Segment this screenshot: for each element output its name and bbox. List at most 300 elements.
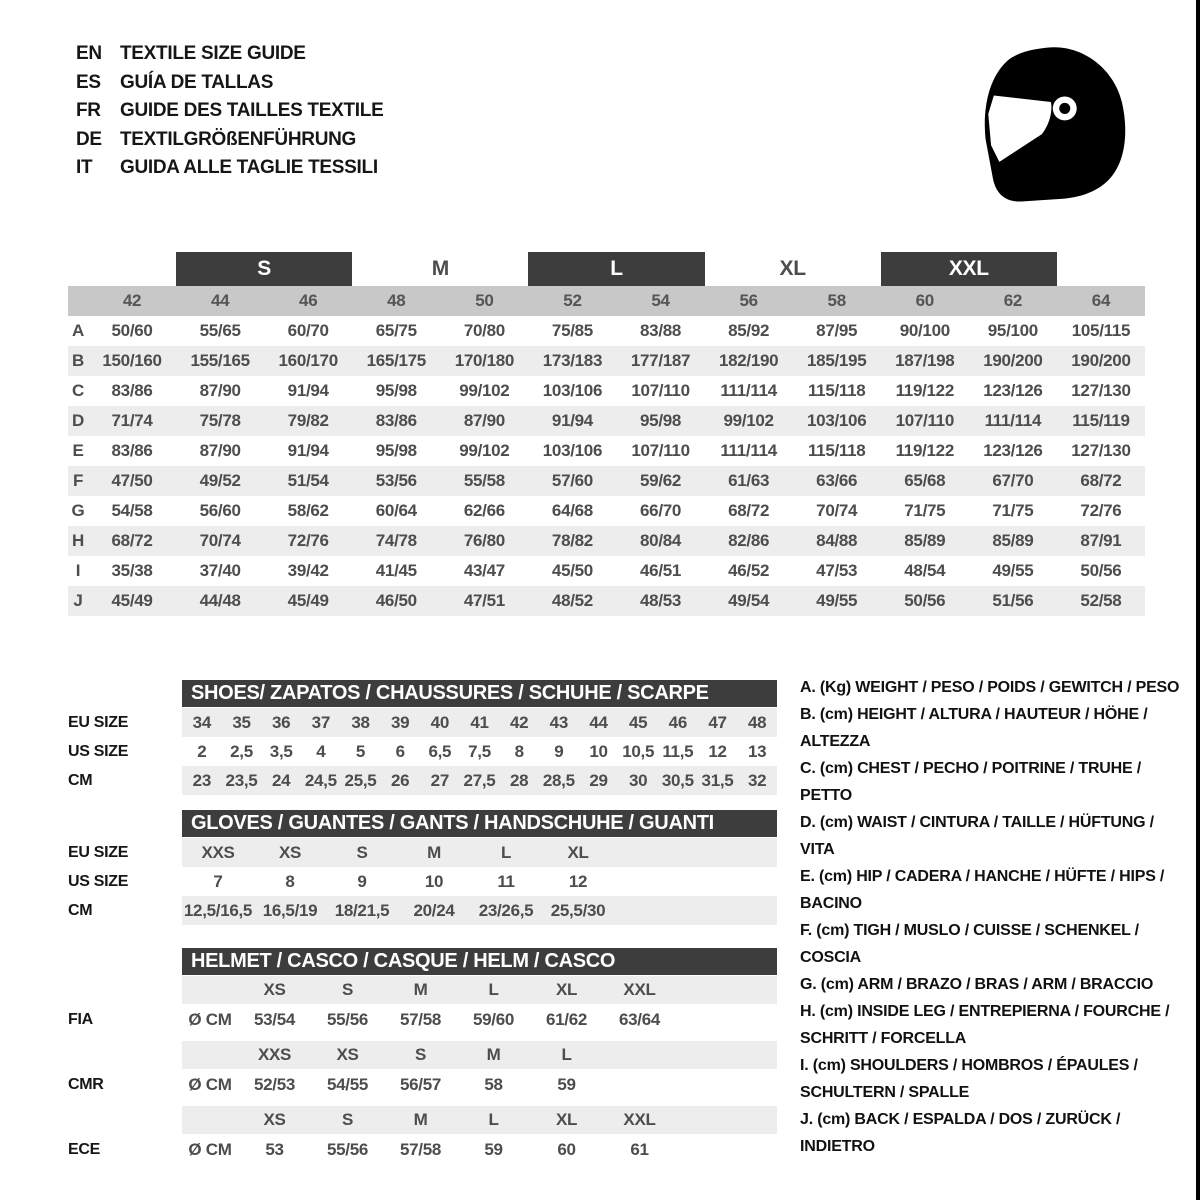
measure-value: 119/122 [895, 441, 954, 460]
measure-value: 177/187 [630, 351, 691, 370]
legend-item: B. (cm) HEIGHT / ALTURA / HAUTEUR / HÖHE / ALTEZZA [800, 706, 1148, 750]
measure-value: 83/86 [111, 441, 153, 460]
measure-value: 49/52 [199, 471, 241, 490]
measure-value: 41/45 [375, 561, 417, 580]
helmet-values-row [68, 1004, 777, 1035]
measure-row [68, 406, 1145, 436]
measure-value: 37/40 [199, 561, 241, 580]
measure-value: 71/75 [992, 501, 1034, 520]
value-cell: 12 [708, 741, 727, 761]
measure-value: 127/130 [1071, 381, 1131, 400]
measure-row [68, 376, 1145, 406]
value-cell: 42 [510, 712, 529, 732]
measurement-legend [800, 674, 1192, 1160]
measure-value: 54/58 [111, 501, 153, 520]
value-cell: 61 [630, 1139, 649, 1159]
standard-label: FIA [68, 1010, 93, 1028]
measure-value: 64/68 [551, 501, 593, 520]
size-cell: L [488, 980, 499, 999]
legend-item: D. (cm) WAIST / CINTURA / TAILLE / HÜFTUNG / VITA [800, 814, 1154, 858]
measure-value: 190/200 [983, 351, 1043, 370]
numeric-size: 52 [563, 291, 582, 310]
measure-value: 95/98 [375, 381, 417, 400]
measure-value: 48/52 [551, 591, 593, 610]
value-cell: 16,5/19 [262, 900, 318, 920]
value-cell: 26 [391, 770, 410, 790]
measure-value: 59/62 [640, 471, 682, 490]
title-line [76, 69, 383, 98]
row-label [68, 1106, 182, 1134]
measure-value: 84/88 [816, 531, 858, 550]
title-line [76, 40, 383, 69]
measure-letter: H [72, 531, 84, 550]
size-row [68, 896, 777, 925]
measure-row [68, 466, 1145, 496]
textile-size-table [68, 252, 1145, 616]
measure-value: 68/72 [1080, 471, 1122, 490]
measure-value: 35/38 [111, 561, 153, 580]
measure-value: 103/106 [807, 411, 867, 430]
measure-value: 79/82 [287, 411, 329, 430]
value-cell: 28,5 [542, 770, 575, 790]
size-cell: M [486, 1045, 501, 1064]
measure-value: 48/53 [640, 591, 682, 610]
language-title: GUÍA DE TALLAS [120, 71, 274, 93]
measure-letter: I [75, 561, 81, 580]
measure-value: 50/56 [904, 591, 946, 610]
value-cell: 10,5 [622, 741, 655, 761]
measure-value: 51/56 [992, 591, 1034, 610]
helmet-sizes-row [68, 976, 777, 1004]
measure-value: 190/200 [1071, 351, 1131, 370]
value-cell: 54/55 [326, 1074, 369, 1094]
measure-value: 99/102 [723, 411, 774, 430]
measure-letter: E [72, 441, 84, 460]
measure-letter: D [72, 411, 84, 430]
size-row [68, 708, 777, 737]
numeric-size: 48 [387, 291, 406, 310]
size-cell: XXL [623, 1110, 656, 1129]
value-cell: 8 [285, 871, 295, 891]
racing-helmet-svg [980, 42, 1132, 208]
language-code: IT [76, 157, 93, 178]
value-cell: 27 [430, 770, 449, 790]
helmet-table-title: HELMET / CASCO / CASQUE / HELM / CASCO [182, 948, 777, 975]
measure-value: 70/74 [816, 501, 858, 520]
measure-letter: A [72, 321, 84, 340]
legend-item: I. (cm) SHOULDERS / HOMBROS / ÉPAULES / SCHULTERN / SPALLE [800, 1057, 1138, 1101]
value-cell: 24,5 [304, 770, 337, 790]
value-cell: 46 [668, 712, 687, 732]
helmet-sizes-row [68, 1041, 777, 1069]
measure-row [68, 586, 1145, 616]
measure-value: 49/54 [728, 591, 770, 610]
measure-value: 70/80 [463, 321, 505, 340]
measure-value: 47/50 [111, 471, 153, 490]
measure-value: 68/72 [111, 531, 153, 550]
language-code: EN [76, 43, 102, 64]
value-cell: 25,5 [344, 770, 377, 790]
value-cell: 18/21,5 [334, 900, 390, 920]
value-cell: 39 [391, 712, 410, 732]
value-cell: 58 [484, 1074, 503, 1094]
numeric-size: 56 [739, 291, 758, 310]
row-label: CM [68, 771, 93, 789]
size-cell: S [341, 980, 354, 999]
value-cell: 55/56 [326, 1139, 369, 1159]
value-cell: 11,5 [662, 741, 694, 761]
value-cell: 28 [510, 770, 529, 790]
measure-value: 115/118 [807, 441, 866, 460]
measure-value: 45/49 [287, 591, 329, 610]
unit-cell: Ø CM [188, 1074, 232, 1094]
title-line [76, 126, 383, 155]
size-row [68, 838, 777, 867]
value-cell: 41 [470, 712, 489, 732]
language-title: GUIDE DES TAILLES TEXTILE [120, 100, 384, 121]
standard-label: CMR [68, 1075, 104, 1093]
measure-value: 57/60 [551, 471, 593, 490]
measure-value: 107/110 [631, 441, 690, 460]
measure-value: 47/51 [463, 591, 505, 610]
value-cell: 63/64 [618, 1009, 661, 1029]
value-cell: 11 [497, 871, 515, 891]
size-cell: S [341, 1110, 354, 1129]
size-cell: XXS [257, 1045, 292, 1064]
measure-value: 185/195 [807, 351, 867, 370]
legend-item: F. (cm) TIGH / MUSLO / CUISSE / SCHENKEL / COSCIA [800, 922, 1139, 966]
value-cell: 40 [430, 712, 449, 732]
measure-value: 72/76 [287, 531, 329, 550]
value-cell: S [356, 842, 368, 862]
measure-value: 50/56 [1080, 561, 1122, 580]
value-cell: 34 [192, 712, 211, 732]
measure-value: 111/114 [720, 441, 777, 460]
measure-value: 95/98 [640, 411, 682, 430]
numeric-size-row [68, 286, 1145, 316]
value-cell: 48 [748, 712, 767, 732]
measure-value: 115/118 [807, 381, 866, 400]
measure-value: 63/66 [816, 471, 858, 490]
row-label [68, 1041, 182, 1069]
measure-value: 76/80 [463, 531, 505, 550]
measure-value: 91/94 [287, 381, 329, 400]
measure-letter: B [72, 351, 84, 370]
measure-value: 82/86 [728, 531, 770, 550]
value-cell: 6 [395, 741, 405, 761]
value-cell: 6,5 [428, 741, 452, 761]
numeric-size: 46 [299, 291, 318, 310]
numeric-size: 44 [210, 291, 230, 310]
measure-row [68, 526, 1145, 556]
value-cell: 37 [311, 712, 330, 732]
numeric-size: 58 [827, 291, 846, 310]
row-label: EU SIZE [68, 843, 129, 861]
row-label [68, 976, 182, 1004]
value-cell: 4 [316, 741, 326, 761]
value-cell: 23,5 [225, 770, 258, 790]
measure-value: 60/64 [375, 501, 417, 520]
value-cell: 57/58 [399, 1009, 442, 1029]
size-cell: M [413, 1110, 428, 1129]
shoes-table [68, 680, 777, 795]
measure-row [68, 496, 1145, 526]
legend-item: H. (cm) INSIDE LEG / ENTREPIERNA / FOURCHE / SCHRITT / FORCELLA [800, 1003, 1170, 1047]
measure-value: 87/95 [816, 321, 858, 340]
measure-value: 87/90 [199, 441, 241, 460]
language-code: ES [76, 71, 101, 93]
measure-value: 46/52 [728, 561, 770, 580]
measure-value: 90/100 [899, 321, 950, 340]
measure-value: 119/122 [895, 381, 954, 400]
measure-value: 95/100 [987, 321, 1038, 340]
measure-value: 103/106 [542, 381, 603, 400]
row-values [182, 976, 777, 1004]
value-cell: 31,5 [701, 770, 734, 790]
gloves-rows [68, 838, 777, 925]
standard-label: ECE [68, 1140, 100, 1158]
value-cell: 57/58 [399, 1139, 442, 1159]
language-code: FR [76, 100, 101, 121]
measure-letter: C [72, 381, 84, 400]
helmet-standards [68, 976, 777, 1165]
legend-item: E. (cm) HIP / CADERA / HANCHE / HÜFTE / HIPS / BACINO [800, 868, 1165, 912]
measure-letter: J [73, 591, 83, 610]
measure-value: 83/86 [375, 411, 417, 430]
measure-value: 44/48 [199, 591, 241, 610]
size-cell: M [413, 980, 428, 999]
page-edge-rule [1196, 0, 1200, 1200]
measure-value: 123/126 [983, 441, 1043, 460]
value-cell: XS [278, 842, 302, 862]
value-cell: 53 [265, 1139, 284, 1159]
row-values [182, 1004, 777, 1035]
value-cell: 55/56 [326, 1009, 369, 1029]
size-cell: XS [263, 1110, 286, 1129]
measure-value: 49/55 [816, 591, 858, 610]
measure-value: 66/70 [640, 501, 682, 520]
language-title-block [76, 40, 383, 183]
value-cell: 23/26,5 [478, 900, 534, 920]
size-group-row [68, 252, 1145, 286]
row-values [182, 708, 777, 737]
value-cell: 2,5 [230, 741, 253, 761]
gloves-table-title: GLOVES / GUANTES / GANTS / HANDSCHUHE / GUANTI [182, 810, 777, 837]
measure-value: 111/114 [984, 411, 1042, 430]
size-row [68, 867, 777, 896]
row-values [182, 1134, 777, 1165]
measure-value: 91/94 [551, 411, 593, 430]
value-cell: 60 [557, 1139, 576, 1159]
language-title: TEXTILE SIZE GUIDE [120, 43, 306, 64]
helmet-table [68, 948, 777, 1171]
racing-helmet-icon [980, 42, 1132, 213]
measure-value: 68/72 [728, 501, 770, 520]
measure-value: 51/54 [287, 471, 329, 490]
row-label: US SIZE [68, 742, 129, 760]
language-code: DE [76, 128, 102, 150]
legend-item: J. (cm) BACK / ESPALDA / DOS / ZURÜCK / INDIETRO [800, 1111, 1121, 1155]
measure-value: 55/58 [463, 471, 505, 490]
measure-value: 39/42 [287, 561, 329, 580]
row-values [182, 838, 777, 867]
row-values [182, 1069, 777, 1100]
row-values [182, 896, 777, 925]
measure-row [68, 436, 1145, 466]
measure-value: 52/58 [1080, 591, 1122, 610]
measure-value: 58/62 [287, 501, 329, 520]
measure-value: 99/102 [459, 381, 510, 400]
language-title: TEXTILGRÖßENFÜHRUNG [120, 128, 357, 150]
value-cell: 56/57 [399, 1074, 442, 1094]
value-cell: 12 [568, 871, 588, 891]
value-cell: 23 [192, 770, 211, 790]
value-cell: 5 [355, 741, 366, 761]
helmet-standard [68, 1041, 777, 1100]
value-cell: 36 [272, 712, 291, 732]
value-cell: 8 [514, 741, 524, 761]
measure-value: 173/183 [542, 351, 603, 370]
measure-value: 105/115 [1071, 321, 1131, 340]
helmet-standard [68, 1106, 777, 1165]
measure-value: 123/126 [983, 381, 1043, 400]
measure-value: 48/54 [904, 561, 946, 580]
value-cell: 27,5 [463, 770, 496, 790]
measure-value: 65/75 [375, 321, 417, 340]
value-cell: XXS [201, 842, 235, 862]
value-cell: 59 [557, 1074, 576, 1094]
measure-value: 99/102 [459, 441, 510, 460]
measure-value: 45/50 [551, 561, 593, 580]
measure-value: 91/94 [287, 441, 329, 460]
helmet-values-row [68, 1134, 777, 1165]
size-cell: XL [555, 1110, 578, 1129]
measure-value: 47/53 [816, 561, 858, 580]
measure-value: 107/110 [631, 381, 690, 400]
unit-cell: Ø CM [188, 1009, 232, 1029]
measure-row [68, 316, 1145, 346]
measure-value: 72/76 [1080, 501, 1122, 520]
title-line [76, 97, 383, 126]
value-cell: 35 [232, 712, 251, 732]
measure-row [68, 556, 1145, 586]
value-cell: 10 [424, 871, 444, 891]
measure-value: 85/92 [728, 321, 770, 340]
value-cell: 47 [708, 712, 727, 732]
row-values [182, 1041, 777, 1069]
measure-value: 78/82 [551, 531, 593, 550]
value-cell: 61/62 [545, 1009, 588, 1029]
measure-value: 60/70 [287, 321, 329, 340]
row-label: US SIZE [68, 872, 129, 890]
value-cell: 2 [197, 741, 207, 761]
measure-value: 87/91 [1080, 531, 1122, 550]
measure-letter: G [71, 501, 85, 520]
measure-row [68, 346, 1145, 376]
helmet-sizes-row [68, 1106, 777, 1134]
measure-value: 61/63 [728, 471, 770, 490]
measure-value: 45/49 [111, 591, 153, 610]
numeric-size: 64 [1091, 291, 1111, 310]
size-cell: XS [336, 1045, 359, 1064]
measure-value: 70/74 [199, 531, 241, 550]
value-cell: 20/24 [413, 900, 455, 920]
measure-value: 74/78 [375, 531, 417, 550]
measure-value: 182/190 [718, 351, 779, 370]
size-cell: S [414, 1045, 427, 1064]
value-cell: 7 [213, 871, 223, 891]
measure-value: 67/70 [992, 471, 1034, 490]
value-cell: 24 [272, 770, 291, 790]
size-row [68, 766, 777, 795]
measure-value: 87/90 [199, 381, 241, 400]
row-values [182, 867, 777, 896]
size-cell: L [488, 1110, 499, 1129]
helmet-values-row [68, 1069, 777, 1100]
value-cell: XL [567, 842, 589, 862]
measure-value: 127/130 [1071, 441, 1131, 460]
measure-value: 71/75 [904, 501, 946, 520]
value-cell: 59/60 [472, 1009, 515, 1029]
legend-item: C. (cm) CHEST / PECHO / POITRINE / TRUHE / PETTO [800, 760, 1141, 804]
size-group-label: XL [779, 257, 806, 280]
numeric-size: 60 [915, 291, 934, 310]
measure-letter: F [72, 471, 84, 490]
measure-value: 49/55 [992, 561, 1034, 580]
measure-value: 83/88 [640, 321, 682, 340]
measure-value: 50/60 [111, 321, 153, 340]
shoes-rows [68, 708, 777, 795]
measure-value: 46/50 [375, 591, 417, 610]
helmet-standard [68, 976, 777, 1035]
measure-value: 111/114 [720, 381, 777, 400]
value-cell: 59 [484, 1139, 503, 1159]
value-cell: 9 [357, 871, 367, 891]
measure-value: 85/89 [904, 531, 946, 550]
measure-value: 65/68 [904, 471, 946, 490]
measure-value: 87/90 [463, 411, 505, 430]
value-cell: 25,5/30 [550, 900, 606, 920]
value-cell: 30 [629, 770, 648, 790]
numeric-size: 42 [122, 291, 142, 310]
measure-value: 85/89 [992, 531, 1034, 550]
size-group-label: L [528, 252, 704, 286]
value-cell: L [500, 842, 512, 862]
unit-cell: Ø CM [188, 1139, 232, 1159]
measure-value: 187/198 [895, 351, 955, 370]
size-group-label: XXL [881, 252, 1057, 286]
measure-value: 115/119 [1072, 411, 1130, 430]
value-cell: 13 [748, 741, 767, 761]
row-label: EU SIZE [68, 713, 129, 731]
measure-value: 165/175 [366, 351, 426, 370]
measure-value: 75/85 [551, 321, 593, 340]
size-cell: XS [263, 980, 286, 999]
measure-value: 55/65 [199, 321, 241, 340]
shoes-table-title: SHOES/ ZAPATOS / CHAUSSURES / SCHUHE / SCARPE [182, 680, 777, 707]
measure-value: 160/170 [278, 351, 338, 370]
size-group-label: M [431, 257, 449, 280]
value-cell: 12,5/16,5 [183, 900, 253, 920]
measure-value: 62/66 [463, 501, 505, 520]
gloves-table [68, 810, 777, 925]
measure-value: 46/51 [640, 561, 682, 580]
measure-value: 170/180 [454, 351, 515, 370]
value-cell: 44 [589, 712, 608, 732]
value-cell: M [427, 842, 441, 862]
measure-value: 56/60 [199, 501, 241, 520]
size-cell: XXL [623, 980, 656, 999]
